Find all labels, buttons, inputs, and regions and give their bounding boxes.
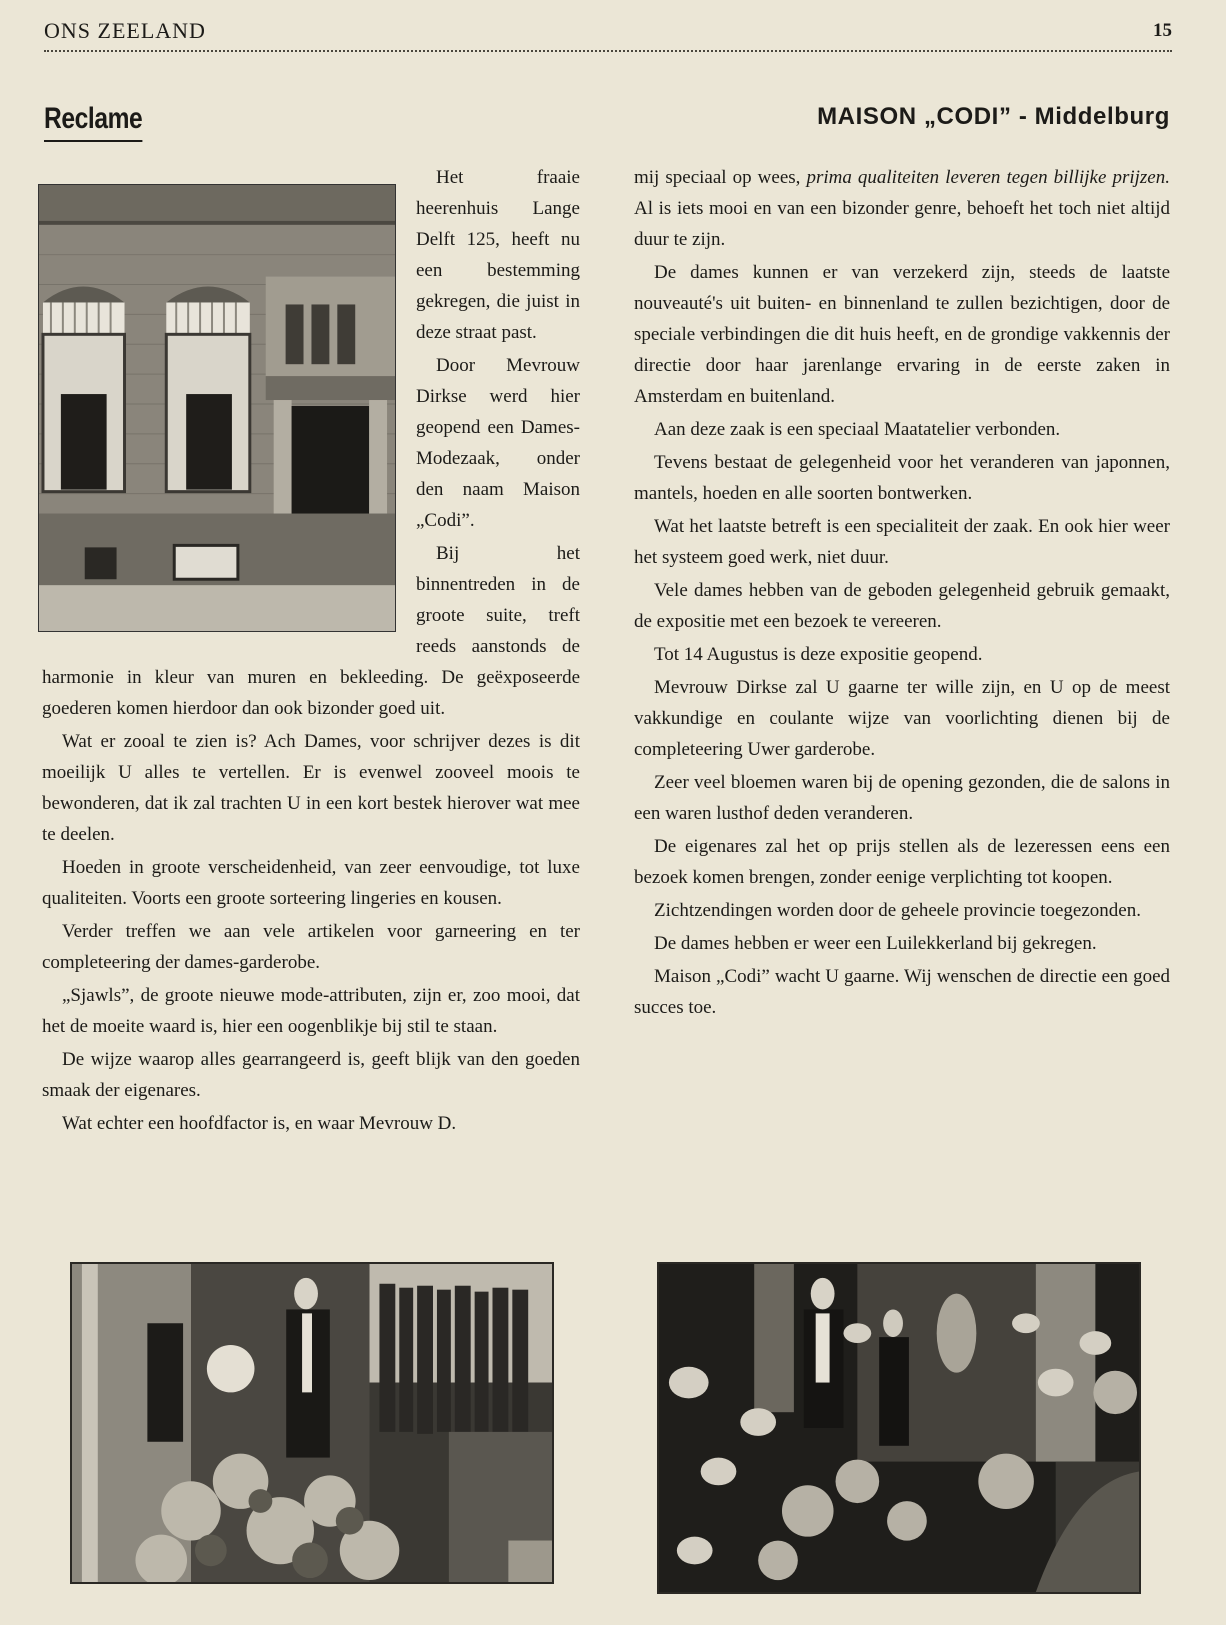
article-title: MAISON „CODI” - Middelburg xyxy=(817,103,1170,130)
interior-illustration xyxy=(72,1264,552,1582)
paragraph: De eigenares zal het op prijs stellen als de lezeressen eens een bezoek komen brengen, zonder eenige verplichting tot koopen. xyxy=(634,836,1170,888)
running-header xyxy=(44,18,1172,52)
paragraph: De wijze waarop alles gearrangeerd is, geeft blijk van den goeden smaak der eigenares. xyxy=(42,1049,580,1101)
paragraph: Mevrouw Dirkse zal U gaarne ter wille zijn, en U op de meest vakkundige en coulante wijze van voorlichting dienen bij de completeering Uwer garderobe. xyxy=(634,677,1170,760)
right-column xyxy=(634,162,1170,1025)
page-number: 15 xyxy=(1153,20,1172,41)
shop-interior-photo-left xyxy=(70,1262,554,1584)
paragraph: Wat echter een hoofdfactor is, en waar Mevrouw D. xyxy=(62,1113,457,1134)
paragraph: Wat er zooal te zien is? Ach Dames, voor schrijver dezes is dit moeilijk U alles te vertellen. Er is evenwel zooveel moois te bewonderen, dat ik zal trachten U in een kort bestek hierover wat mee te deelen. xyxy=(42,731,580,845)
paragraph: Zichtzendingen worden door de geheele provincie toegezonden. xyxy=(654,900,1141,921)
paragraph: Door Mevrouw Dirkse werd hier geopend een Dames-Modezaak, onder den naam Maison „Codi”. xyxy=(416,355,580,531)
section-title: Reclame xyxy=(44,102,142,142)
paragraph: Wat het laatste betreft is een specialiteit der zaak. En ook hier weer het systeem goed werk, niet duur. xyxy=(634,516,1170,568)
interior-illustration xyxy=(659,1264,1139,1592)
paragraph: „Sjawls”, de groote nieuwe mode-attributen, zijn er, zoo mooi, dat het de moeite waard is, hier een oogenblikje bij stil te staan. xyxy=(42,985,580,1037)
storefront-photo xyxy=(38,184,396,632)
paragraph: Hoeden in groote verscheidenheid, van zeer eenvoudige, tot luxe qualiteiten. Voorts een groote sorteering lingeries en kousen. xyxy=(42,857,580,909)
left-column xyxy=(42,162,580,1141)
paragraph: Aan deze zaak is een speciaal Maatatelier verbonden. xyxy=(654,419,1061,440)
paragraph: Het fraaie heerenhuis Lange Delft 125, heeft nu een bestemming gekregen, die juist in deze straat past. xyxy=(416,167,580,343)
storefront-illustration xyxy=(39,185,395,631)
paragraph: Bij het binnentreden in de groote suite, treft reeds aanstonds de harmonie in kleur van muren en bekleeding. De geëxposeerde goederen komen hierdoor dan ook bizonder goed uit. xyxy=(42,543,580,719)
header-divider xyxy=(44,50,1172,52)
paragraph xyxy=(634,162,1170,255)
publication-name: ONS ZEELAND xyxy=(44,18,206,43)
shop-interior-photo-right xyxy=(657,1262,1141,1594)
paragraph: Zeer veel bloemen waren bij de opening gezonden, die de salons in een waren lusthof deden veranderen. xyxy=(634,772,1170,824)
paragraph: De dames hebben er weer een Luilekkerland bij gekregen. xyxy=(654,933,1097,954)
emphasis-text: prima qualiteiten leveren tegen billijke prijzen. xyxy=(806,167,1170,188)
text-run: Al is iets mooi en van een bizonder genre, behoeft het toch niet altijd duur te zijn. xyxy=(634,198,1170,250)
paragraph: Tevens bestaat de gelegenheid voor het veranderen van japonnen, mantels, hoeden en alle soorten bontwerken. xyxy=(634,452,1170,504)
paragraph: Verder treffen we aan vele artikelen voor garneering en ter completeering der dames-garderobe. xyxy=(42,921,580,973)
text-run: mij speciaal op wees, xyxy=(634,167,807,188)
paragraph: Vele dames hebben van de geboden gelegenheid gebruik gemaakt, de expositie met een bezoek te vereeren. xyxy=(634,580,1170,632)
paragraph: De dames kunnen er van verzekerd zijn, steeds de laatste nouveauté's uit buiten- en binnenland te zullen bezichtigen, door de speciale verbindingen die dit huis heeft, en de grondige vakkennis der directie door haar jarenlange ervaring in de eerste zaken in Amsterdam en buitenland. xyxy=(634,262,1170,407)
paragraph: Maison „Codi” wacht U gaarne. Wij wenschen de directie een goed succes toe. xyxy=(634,966,1170,1018)
paragraph: Tot 14 Augustus is deze expositie geopend. xyxy=(654,644,983,665)
